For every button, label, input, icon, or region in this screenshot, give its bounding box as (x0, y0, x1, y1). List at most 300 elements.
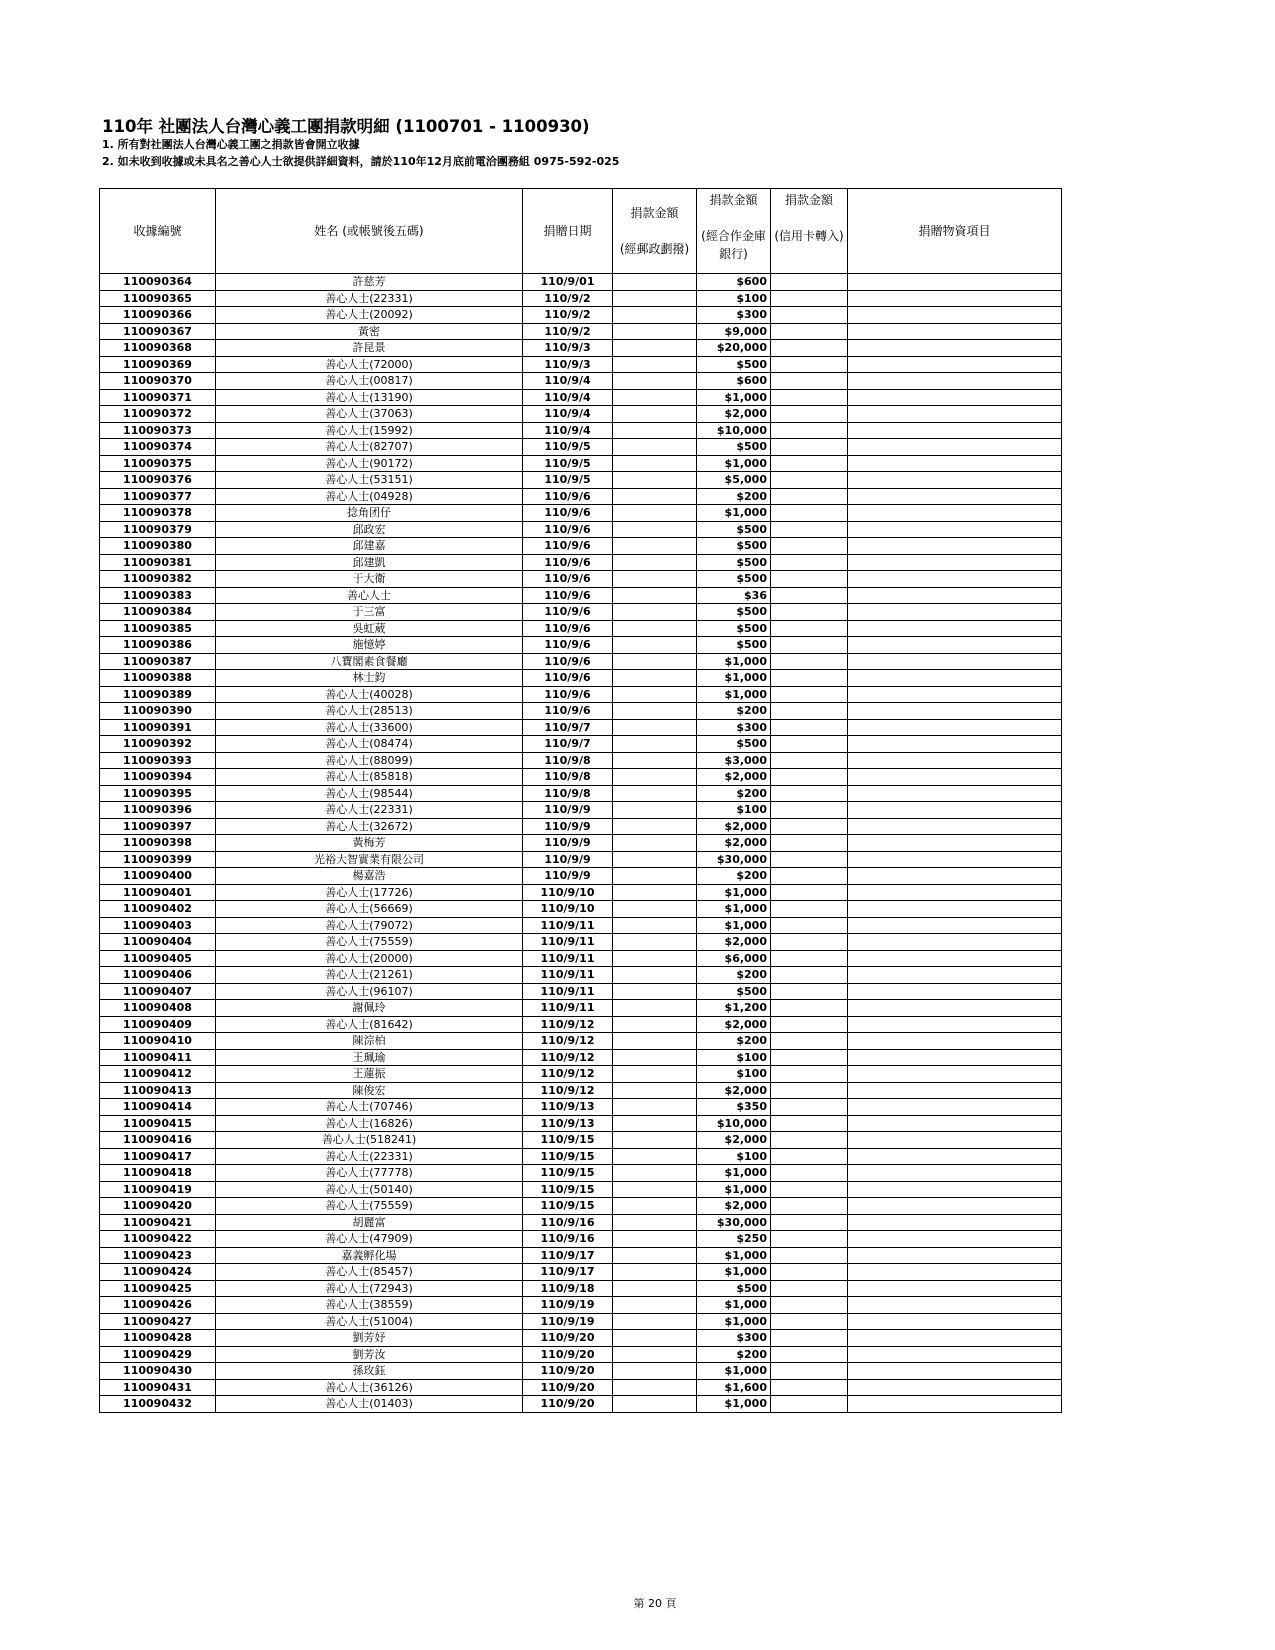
postal-amount-cell (613, 967, 697, 984)
receipt-no-cell: 110090423 (100, 1247, 216, 1264)
coop-amount-cell: $200 (697, 703, 771, 720)
receipt-no-cell: 110090376 (100, 472, 216, 489)
table-row (100, 307, 1062, 324)
postal-amount-cell (613, 356, 697, 373)
postal-amount-cell (613, 1099, 697, 1116)
donation-date-cell: 110/9/6 (523, 488, 613, 505)
donor-name-cell: 善心人士(22331) (216, 1148, 523, 1165)
donation-date-cell: 110/9/6 (523, 637, 613, 654)
donation-date-cell: 110/9/6 (523, 653, 613, 670)
receipt-no-cell: 110090392 (100, 736, 216, 753)
card-amount-cell (771, 472, 848, 489)
coop-amount-cell: $500 (697, 983, 771, 1000)
postal-amount-cell (613, 950, 697, 967)
card-amount-cell (771, 703, 848, 720)
donor-name-cell: 善心人士(70746) (216, 1099, 523, 1116)
goods-cell (848, 422, 1062, 439)
donor-name-cell: 善心人士(13190) (216, 389, 523, 406)
donor-name-cell: 善心人士(72000) (216, 356, 523, 373)
table-row (100, 1181, 1062, 1198)
table-row (100, 1330, 1062, 1347)
donation-date-cell: 110/9/6 (523, 703, 613, 720)
donor-name-cell: 善心人士(85457) (216, 1264, 523, 1281)
donor-name-cell: 孫玫鈺 (216, 1363, 523, 1380)
card-amount-cell (771, 934, 848, 951)
postal-amount-cell (613, 439, 697, 456)
donation-date-cell: 110/9/13 (523, 1115, 613, 1132)
receipt-no-cell: 110090414 (100, 1099, 216, 1116)
goods-cell (848, 884, 1062, 901)
goods-cell (848, 1264, 1062, 1281)
table-row (100, 1082, 1062, 1099)
goods-cell (848, 1082, 1062, 1099)
card-amount-cell (771, 620, 848, 637)
postal-amount-cell (613, 851, 697, 868)
postal-amount-cell (613, 1000, 697, 1017)
goods-cell (848, 934, 1062, 951)
card-amount-cell (771, 1280, 848, 1297)
goods-cell (848, 1379, 1062, 1396)
goods-cell (848, 785, 1062, 802)
coop-amount-cell: $1,000 (697, 1313, 771, 1330)
postal-amount-cell (613, 818, 697, 835)
coop-amount-cell: $1,000 (697, 917, 771, 934)
donor-name-cell: 陳淙柏 (216, 1033, 523, 1050)
receipt-no-cell: 110090382 (100, 571, 216, 588)
receipt-no-cell: 110090401 (100, 884, 216, 901)
table-row (100, 620, 1062, 637)
receipt-no-cell: 110090368 (100, 340, 216, 357)
table-row (100, 901, 1062, 918)
donor-name-cell: 善心人士(17726) (216, 884, 523, 901)
table-header-row (100, 189, 1062, 274)
card-amount-cell (771, 752, 848, 769)
table-row (100, 406, 1062, 423)
postal-amount-cell (613, 538, 697, 555)
goods-cell (848, 1016, 1062, 1033)
goods-cell (848, 571, 1062, 588)
receipt-no-cell: 110090389 (100, 686, 216, 703)
table-row (100, 1247, 1062, 1264)
coop-amount-cell: $2,000 (697, 1198, 771, 1215)
goods-cell (848, 1115, 1062, 1132)
receipt-no-cell: 110090398 (100, 835, 216, 852)
postal-amount-cell (613, 769, 697, 786)
postal-amount-cell (613, 637, 697, 654)
table-row (100, 950, 1062, 967)
coop-amount-cell: $2,000 (697, 1132, 771, 1149)
goods-cell (848, 538, 1062, 555)
postal-amount-cell (613, 1066, 697, 1083)
coop-amount-cell: $1,000 (697, 455, 771, 472)
coop-amount-cell: $1,200 (697, 1000, 771, 1017)
receipt-no-cell: 110090391 (100, 719, 216, 736)
note-receipt: 1. 所有對社團法人台灣心義工團之捐款皆會開立收據 (102, 138, 360, 151)
donor-name-cell: 善心人士(72943) (216, 1280, 523, 1297)
card-amount-cell (771, 1363, 848, 1380)
goods-cell (848, 1231, 1062, 1248)
goods-cell (848, 653, 1062, 670)
donation-date-cell: 110/9/4 (523, 389, 613, 406)
coop-amount-cell: $1,000 (697, 1363, 771, 1380)
donor-name-cell: 楊嘉浩 (216, 868, 523, 885)
donor-name-cell: 于三富 (216, 604, 523, 621)
coop-amount-cell: $500 (697, 554, 771, 571)
donor-name-cell: 許昆景 (216, 340, 523, 357)
coop-amount-cell: $1,000 (697, 670, 771, 687)
card-amount-cell (771, 686, 848, 703)
card-amount-cell (771, 1148, 848, 1165)
card-amount-cell (771, 323, 848, 340)
goods-cell (848, 1313, 1062, 1330)
card-amount-cell (771, 274, 848, 291)
note-contact: 2. 如未收到收據或未具名之善心人士欲提供詳細資料，請於110年12月底前電洽團務組 0975-592-025 (102, 155, 620, 168)
postal-amount-cell (613, 670, 697, 687)
table-row (100, 1363, 1062, 1380)
donation-date-cell: 110/9/12 (523, 1033, 613, 1050)
receipt-no-cell: 110090388 (100, 670, 216, 687)
coop-amount-cell: $10,000 (697, 422, 771, 439)
coop-amount-cell: $300 (697, 719, 771, 736)
donor-name-cell: 胡麗富 (216, 1214, 523, 1231)
postal-amount-cell (613, 934, 697, 951)
goods-cell (848, 1132, 1062, 1149)
goods-cell (848, 1066, 1062, 1083)
card-amount-cell (771, 769, 848, 786)
table-row (100, 521, 1062, 538)
table-row (100, 538, 1062, 555)
coop-amount-cell: $1,000 (697, 1264, 771, 1281)
card-amount-cell (771, 1379, 848, 1396)
receipt-no-cell: 110090366 (100, 307, 216, 324)
receipt-no-cell: 110090387 (100, 653, 216, 670)
receipt-no-cell: 110090409 (100, 1016, 216, 1033)
donation-date-cell: 110/9/15 (523, 1148, 613, 1165)
goods-cell (848, 274, 1062, 291)
goods-cell (848, 835, 1062, 852)
coop-amount-cell: $100 (697, 1049, 771, 1066)
coop-amount-cell: $100 (697, 802, 771, 819)
goods-cell (848, 323, 1062, 340)
table-row (100, 835, 1062, 852)
goods-cell (848, 769, 1062, 786)
header-coop-amount (697, 189, 771, 274)
header-coop-sub: (經合作金庫銀行) (701, 229, 766, 261)
goods-cell (848, 868, 1062, 885)
card-amount-cell (771, 1033, 848, 1050)
receipt-no-cell: 110090399 (100, 851, 216, 868)
donor-name-cell: 捻角团仔 (216, 505, 523, 522)
donor-name-cell: 善心人士(40028) (216, 686, 523, 703)
receipt-no-cell: 110090364 (100, 274, 216, 291)
card-amount-cell (771, 1181, 848, 1198)
postal-amount-cell (613, 1115, 697, 1132)
donor-name-cell: 邱建嘉 (216, 538, 523, 555)
coop-amount-cell: $300 (697, 1330, 771, 1347)
card-amount-cell (771, 1247, 848, 1264)
donation-date-cell: 110/9/15 (523, 1165, 613, 1182)
table-row (100, 554, 1062, 571)
table-row (100, 1379, 1062, 1396)
coop-amount-cell: $5,000 (697, 472, 771, 489)
donation-date-cell: 110/9/3 (523, 356, 613, 373)
receipt-no-cell: 110090412 (100, 1066, 216, 1083)
goods-cell (848, 703, 1062, 720)
donor-name-cell: 善心人士(33600) (216, 719, 523, 736)
receipt-no-cell: 110090372 (100, 406, 216, 423)
donation-date-cell: 110/9/15 (523, 1198, 613, 1215)
card-amount-cell (771, 851, 848, 868)
card-amount-cell (771, 884, 848, 901)
postal-amount-cell (613, 1396, 697, 1413)
goods-cell (848, 1198, 1062, 1215)
table-row (100, 472, 1062, 489)
goods-cell (848, 1247, 1062, 1264)
coop-amount-cell: $1,000 (697, 653, 771, 670)
header-postal-label: 捐款金額 (630, 206, 679, 220)
donor-name-cell: 善心人士(75559) (216, 1198, 523, 1215)
donor-name-cell: 善心人士(22331) (216, 290, 523, 307)
card-amount-cell (771, 389, 848, 406)
donor-name-cell: 善心人士(50140) (216, 1181, 523, 1198)
coop-amount-cell: $200 (697, 1033, 771, 1050)
receipt-no-cell: 110090416 (100, 1132, 216, 1149)
receipt-no-cell: 110090377 (100, 488, 216, 505)
donation-date-cell: 110/9/6 (523, 604, 613, 621)
table-row (100, 1313, 1062, 1330)
table-row (100, 373, 1062, 390)
document-title: 110年 社團法人台灣心義工團捐款明細 (1100701 - 1100930) (102, 117, 590, 136)
card-amount-cell (771, 1330, 848, 1347)
receipt-no-cell: 110090408 (100, 1000, 216, 1017)
table-row (100, 1198, 1062, 1215)
table-row (100, 637, 1062, 654)
donation-date-cell: 110/9/15 (523, 1181, 613, 1198)
table-row (100, 604, 1062, 621)
donor-name-cell: 善心人士(28513) (216, 703, 523, 720)
donor-name-cell: 善心人士(53151) (216, 472, 523, 489)
table-row (100, 488, 1062, 505)
goods-cell (848, 604, 1062, 621)
postal-amount-cell (613, 521, 697, 538)
receipt-no-cell: 110090390 (100, 703, 216, 720)
donation-date-cell: 110/9/9 (523, 851, 613, 868)
receipt-no-cell: 110090427 (100, 1313, 216, 1330)
donor-name-cell: 黃密 (216, 323, 523, 340)
donation-table (99, 188, 1062, 1413)
donation-date-cell: 110/9/6 (523, 505, 613, 522)
postal-amount-cell (613, 752, 697, 769)
coop-amount-cell: $1,000 (697, 884, 771, 901)
table-row (100, 389, 1062, 406)
goods-cell (848, 967, 1062, 984)
receipt-no-cell: 110090422 (100, 1231, 216, 1248)
postal-amount-cell (613, 472, 697, 489)
card-amount-cell (771, 1396, 848, 1413)
coop-amount-cell: $500 (697, 620, 771, 637)
postal-amount-cell (613, 1346, 697, 1363)
table-row (100, 422, 1062, 439)
card-amount-cell (771, 1313, 848, 1330)
card-amount-cell (771, 1049, 848, 1066)
postal-amount-cell (613, 1379, 697, 1396)
postal-amount-cell (613, 389, 697, 406)
coop-amount-cell: $1,000 (697, 1165, 771, 1182)
postal-amount-cell (613, 1247, 697, 1264)
donation-date-cell: 110/9/5 (523, 472, 613, 489)
goods-cell (848, 1396, 1062, 1413)
donor-name-cell: 善心人士(01403) (216, 1396, 523, 1413)
receipt-no-cell: 110090379 (100, 521, 216, 538)
table-row (100, 439, 1062, 456)
donation-date-cell: 110/9/12 (523, 1066, 613, 1083)
goods-cell (848, 521, 1062, 538)
donor-name-cell: 邱建凱 (216, 554, 523, 571)
card-amount-cell (771, 950, 848, 967)
header-card-sub: (信用卡轉入) (774, 229, 844, 243)
goods-cell (848, 455, 1062, 472)
card-amount-cell (771, 1346, 848, 1363)
donor-name-cell: 光裕大智實業有限公司 (216, 851, 523, 868)
receipt-no-cell: 110090386 (100, 637, 216, 654)
donor-name-cell: 于大衛 (216, 571, 523, 588)
receipt-no-cell: 110090380 (100, 538, 216, 555)
receipt-no-cell: 110090384 (100, 604, 216, 621)
receipt-no-cell: 110090381 (100, 554, 216, 571)
card-amount-cell (771, 406, 848, 423)
donation-date-cell: 110/9/19 (523, 1297, 613, 1314)
card-amount-cell (771, 1231, 848, 1248)
coop-amount-cell: $200 (697, 785, 771, 802)
donor-name-cell: 劉芳汝 (216, 1346, 523, 1363)
receipt-no-cell: 110090420 (100, 1198, 216, 1215)
receipt-no-cell: 110090403 (100, 917, 216, 934)
goods-cell (848, 1297, 1062, 1314)
goods-cell (848, 719, 1062, 736)
donor-name-cell: 善心人士(77778) (216, 1165, 523, 1182)
coop-amount-cell: $600 (697, 373, 771, 390)
donation-date-cell: 110/9/6 (523, 538, 613, 555)
receipt-no-cell: 110090385 (100, 620, 216, 637)
donation-date-cell: 110/9/2 (523, 290, 613, 307)
donor-name-cell: 善心人士(36126) (216, 1379, 523, 1396)
donor-name-cell: 善心人士(20000) (216, 950, 523, 967)
receipt-no-cell: 110090404 (100, 934, 216, 951)
postal-amount-cell (613, 1033, 697, 1050)
table-row (100, 1115, 1062, 1132)
donor-name-cell: 善心人士(37063) (216, 406, 523, 423)
goods-cell (848, 917, 1062, 934)
header-card-amount (771, 189, 848, 274)
table-row (100, 1132, 1062, 1149)
card-amount-cell (771, 637, 848, 654)
goods-cell (848, 587, 1062, 604)
postal-amount-cell (613, 785, 697, 802)
donation-date-cell: 110/9/11 (523, 1000, 613, 1017)
header-postal-amount (613, 189, 697, 274)
coop-amount-cell: $200 (697, 1346, 771, 1363)
postal-amount-cell (613, 1016, 697, 1033)
postal-amount-cell (613, 505, 697, 522)
card-amount-cell (771, 1016, 848, 1033)
donation-date-cell: 110/9/6 (523, 620, 613, 637)
goods-cell (848, 752, 1062, 769)
donor-name-cell: 善心人士(16826) (216, 1115, 523, 1132)
goods-cell (848, 637, 1062, 654)
postal-amount-cell (613, 868, 697, 885)
donation-date-cell: 110/9/6 (523, 554, 613, 571)
receipt-no-cell: 110090405 (100, 950, 216, 967)
receipt-no-cell: 110090425 (100, 1280, 216, 1297)
donor-name-cell: 善心人士(47909) (216, 1231, 523, 1248)
donor-name-cell: 善心人士(75559) (216, 934, 523, 951)
donor-name-cell: 善心人士(32672) (216, 818, 523, 835)
postal-amount-cell (613, 917, 697, 934)
card-amount-cell (771, 785, 848, 802)
postal-amount-cell (613, 1363, 697, 1380)
table-row (100, 587, 1062, 604)
receipt-no-cell: 110090371 (100, 389, 216, 406)
goods-cell (848, 505, 1062, 522)
receipt-no-cell: 110090374 (100, 439, 216, 456)
donor-name-cell: 善心人士(98544) (216, 785, 523, 802)
receipt-no-cell: 110090370 (100, 373, 216, 390)
donation-date-cell: 110/9/10 (523, 884, 613, 901)
postal-amount-cell (613, 1132, 697, 1149)
donation-date-cell: 110/9/2 (523, 307, 613, 324)
goods-cell (848, 1165, 1062, 1182)
card-amount-cell (771, 1214, 848, 1231)
donation-date-cell: 110/9/8 (523, 752, 613, 769)
card-amount-cell (771, 1165, 848, 1182)
card-amount-cell (771, 1297, 848, 1314)
coop-amount-cell: $1,000 (697, 1247, 771, 1264)
coop-amount-cell: $1,000 (697, 901, 771, 918)
coop-amount-cell: $30,000 (697, 1214, 771, 1231)
coop-amount-cell: $1,000 (697, 1181, 771, 1198)
card-amount-cell (771, 1264, 848, 1281)
table-row (100, 818, 1062, 835)
goods-cell (848, 1000, 1062, 1017)
card-amount-cell (771, 1132, 848, 1149)
donation-date-cell: 110/9/9 (523, 818, 613, 835)
receipt-no-cell: 110090426 (100, 1297, 216, 1314)
donor-name-cell: 黃梅芳 (216, 835, 523, 852)
coop-amount-cell: $1,000 (697, 1297, 771, 1314)
donation-date-cell: 110/9/15 (523, 1132, 613, 1149)
table-row (100, 868, 1062, 885)
coop-amount-cell: $500 (697, 521, 771, 538)
table-row (100, 1214, 1062, 1231)
receipt-no-cell: 110090367 (100, 323, 216, 340)
receipt-no-cell: 110090429 (100, 1346, 216, 1363)
coop-amount-cell: $2,000 (697, 835, 771, 852)
card-amount-cell (771, 422, 848, 439)
receipt-no-cell: 110090411 (100, 1049, 216, 1066)
goods-cell (848, 406, 1062, 423)
card-amount-cell (771, 604, 848, 621)
card-amount-cell (771, 802, 848, 819)
donation-date-cell: 110/9/12 (523, 1016, 613, 1033)
header-postal-sub: (經郵政劃撥) (619, 242, 690, 256)
receipt-no-cell: 110090400 (100, 868, 216, 885)
postal-amount-cell (613, 901, 697, 918)
postal-amount-cell (613, 323, 697, 340)
donor-name-cell: 八寶閣素食餐廳 (216, 653, 523, 670)
goods-cell (848, 983, 1062, 1000)
donation-date-cell: 110/9/10 (523, 901, 613, 918)
donation-date-cell: 110/9/6 (523, 670, 613, 687)
